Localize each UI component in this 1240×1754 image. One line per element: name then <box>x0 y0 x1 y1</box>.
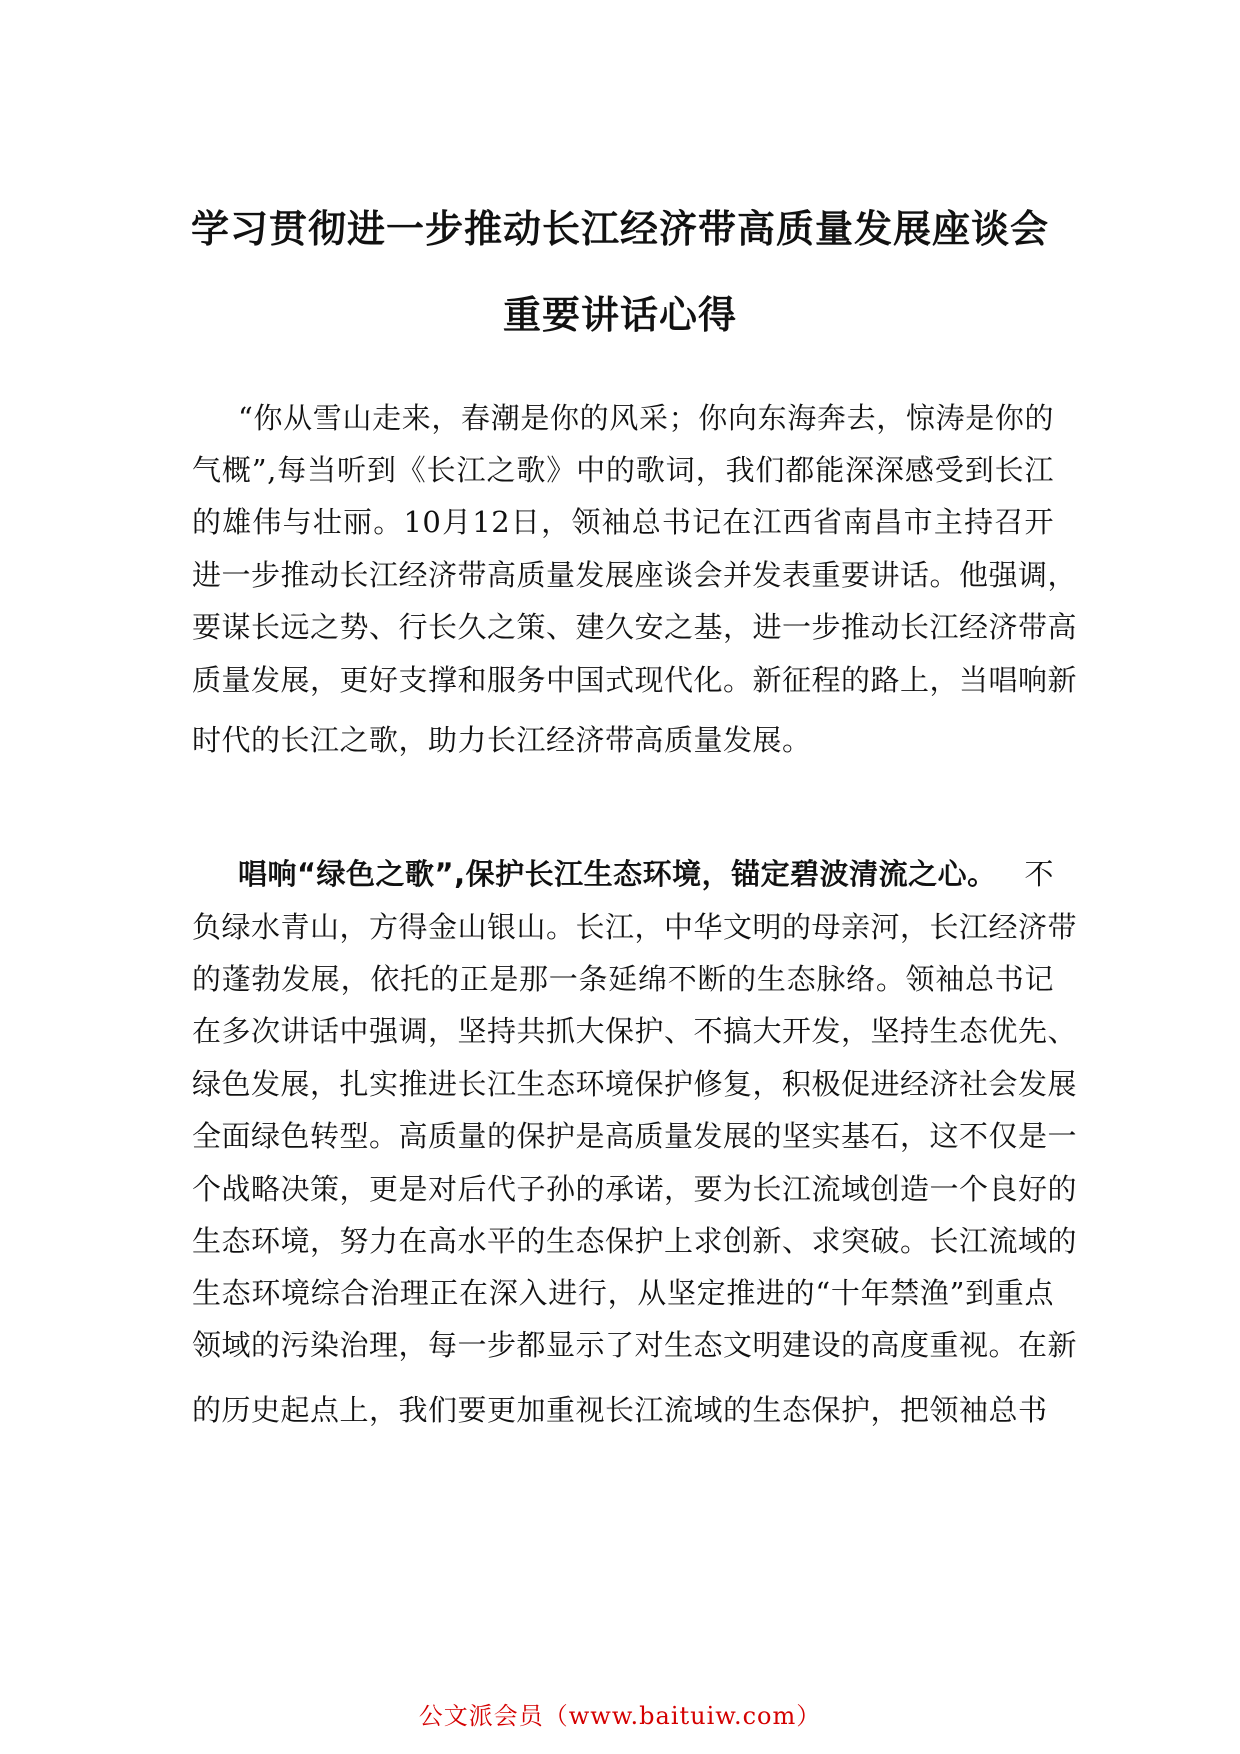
paragraph-2-line-4: 在多次讲话中强调，坚持共抓大保护、不搞大开发，坚持生态优先、 <box>192 1014 1078 1048</box>
paragraph-2-line-1 <box>238 854 1054 894</box>
document-title-line-1: 学习贯彻进一步推动长江经济带高质量发展座谈会 <box>190 207 1049 251</box>
paragraph-2-line-9: 生态环境综合治理正在深入进行，从坚定推进的“十年禁渔”到重点 <box>192 1276 1054 1310</box>
section-heading-tail: 不 <box>1024 857 1054 891</box>
footer-watermark-link[interactable]: 公文派会员（www.baituiw.com） <box>418 1702 822 1730</box>
paragraph-1-line-4: 进一步推动长江经济带高质量发展座谈会并发表重要讲话。他强调， <box>192 558 1078 592</box>
paragraph-2-line-2: 负绿水青山，方得金山银山。长江，中华文明的母亲河，长江经济带 <box>192 910 1078 944</box>
paragraph-1-line-7: 时代的长江之歌，助力长江经济带高质量发展。 <box>192 723 812 757</box>
paragraph-2-line-3: 的蓬勃发展，依托的正是那一条延绵不断的生态脉络。领袖总书记 <box>192 962 1054 996</box>
paragraph-2-line-8: 生态环境，努力在高水平的生态保护上求创新、求突破。长江流域的 <box>192 1224 1078 1258</box>
document-title-line-2: 重要讲话心得 <box>502 293 737 337</box>
paragraph-2-line-6: 全面绿色转型。高质量的保护是高质量发展的坚实基石，这不仅是一 <box>192 1119 1078 1153</box>
paragraph-2-line-7: 个战略决策，更是对后代子孙的承诺，要为长江流域创造一个良好的 <box>192 1172 1078 1206</box>
section-heading: 唱响“绿色之歌”,保护长江生态环境，锚定碧波清流之心。 <box>238 857 997 891</box>
paragraph-2-line-10: 领域的污染治理，每一步都显示了对生态文明建设的高度重视。在新 <box>192 1328 1078 1362</box>
paragraph-1-line-5: 要谋长远之势、行长久之策、建久安之基，进一步推动长江经济带高 <box>192 610 1078 644</box>
paragraph-1-line-3: 的雄伟与壮丽。10月12日，领袖总书记在江西省南昌市主持召开 <box>192 505 1054 539</box>
paragraph-1-line-1: “你从雪山走来，春潮是你的风采；你向东海奔去，惊涛是你的 <box>238 401 1054 435</box>
paragraph-2-line-5: 绿色发展，扎实推进长江生态环境保护修复，积极促进经济社会发展 <box>192 1067 1078 1101</box>
paragraph-1-line-2: 气概”,每当听到《长江之歌》中的歌词，我们都能深深感受到长江 <box>192 453 1054 487</box>
paragraph-2-line-11: 的历史起点上，我们要更加重视长江流域的生态保护，把领袖总书 <box>192 1393 1048 1427</box>
paragraph-1-line-6: 质量发展，更好支撑和服务中国式现代化。新征程的路上，当唱响新 <box>192 663 1078 697</box>
